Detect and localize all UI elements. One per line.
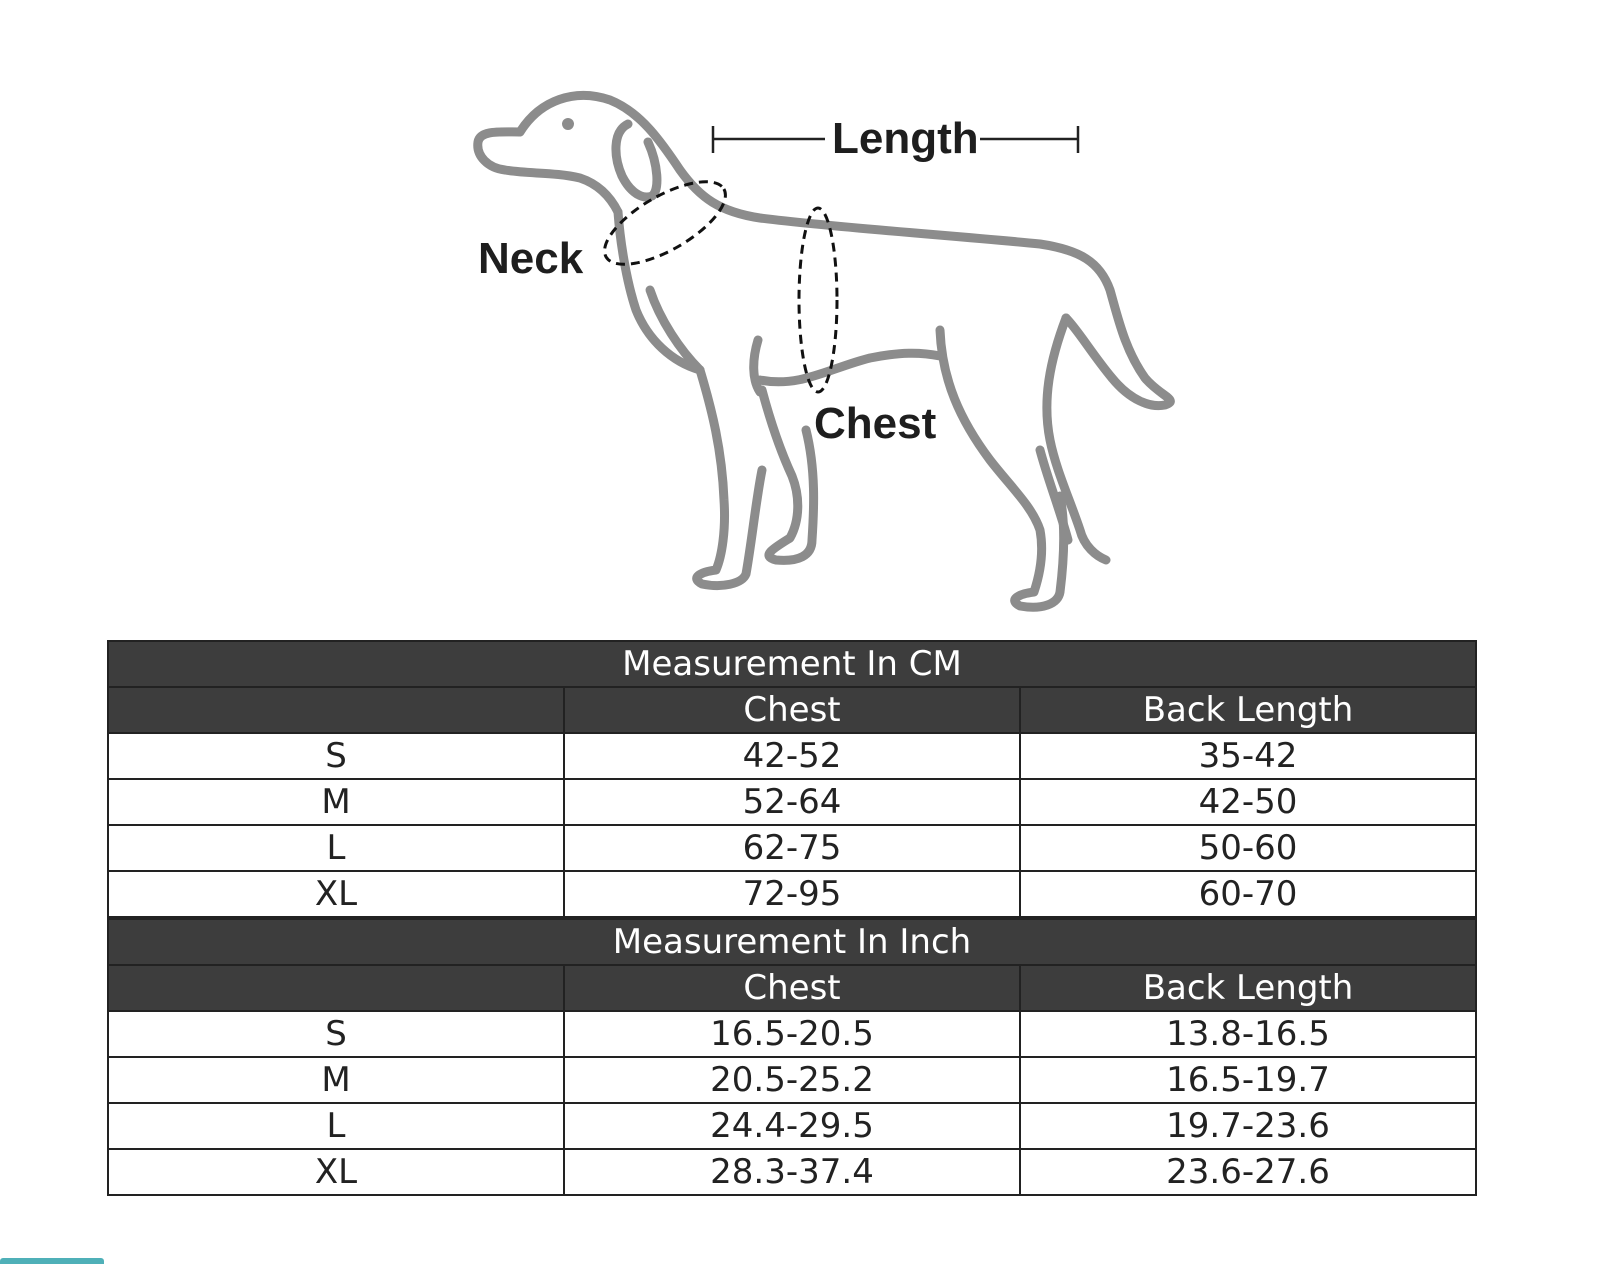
- column-header-row: [108, 965, 1476, 1011]
- dog-measurement-diagram: [0, 0, 1601, 630]
- section-title-row: [108, 641, 1476, 687]
- back-length-cell: 16.5-19.7: [1020, 1057, 1476, 1103]
- chest-measure-marker: [799, 208, 837, 392]
- chest-cell: 28.3-37.4: [564, 1149, 1020, 1195]
- section-title-cm: Measurement In CM: [108, 641, 1476, 687]
- table-row: [108, 825, 1476, 871]
- chest-cell: 52-64: [564, 779, 1020, 825]
- back-length-cell: 19.7-23.6: [1020, 1103, 1476, 1149]
- size-cell: S: [108, 1011, 564, 1057]
- size-cell: L: [108, 825, 564, 871]
- size-cell: S: [108, 733, 564, 779]
- chest-cell: 24.4-29.5: [564, 1103, 1020, 1149]
- header-size: [108, 965, 564, 1011]
- back-length-cell: 35-42: [1020, 733, 1476, 779]
- chest-cell: 62-75: [564, 825, 1020, 871]
- size-cell: XL: [108, 1149, 564, 1195]
- header-back-length: Back Length: [1020, 687, 1476, 733]
- back-length-cell: 42-50: [1020, 779, 1476, 825]
- back-length-cell: 13.8-16.5: [1020, 1011, 1476, 1057]
- table-row: [108, 871, 1476, 918]
- table-row: [108, 779, 1476, 825]
- chest-cell: 20.5-25.2: [564, 1057, 1020, 1103]
- length-label: Length: [832, 114, 979, 163]
- table-row: [108, 733, 1476, 779]
- column-header-row: [108, 687, 1476, 733]
- table-row: [108, 1149, 1476, 1195]
- size-chart-table: [107, 640, 1477, 1196]
- back-length-cell: 50-60: [1020, 825, 1476, 871]
- dog-outline-illustration: [478, 95, 1171, 607]
- size-cell: M: [108, 779, 564, 825]
- chest-label: Chest: [814, 399, 937, 448]
- header-size: [108, 687, 564, 733]
- section-title-row: [108, 918, 1476, 965]
- table-row: [108, 1057, 1476, 1103]
- header-chest: Chest: [564, 965, 1020, 1011]
- dog-eye: [562, 118, 574, 130]
- header-back-length: Back Length: [1020, 965, 1476, 1011]
- size-cell: M: [108, 1057, 564, 1103]
- size-cell: XL: [108, 871, 564, 918]
- neck-label: Neck: [478, 234, 584, 283]
- header-chest: Chest: [564, 687, 1020, 733]
- back-length-cell: 23.6-27.6: [1020, 1149, 1476, 1195]
- corner-tab-decoration: [0, 1258, 104, 1264]
- chest-cell: 16.5-20.5: [564, 1011, 1020, 1057]
- table-row: [108, 1103, 1476, 1149]
- chest-cell: 72-95: [564, 871, 1020, 918]
- neck-measure-marker: [593, 166, 738, 281]
- back-length-cell: 60-70: [1020, 871, 1476, 918]
- table-row: [108, 1011, 1476, 1057]
- size-cell: L: [108, 1103, 564, 1149]
- chest-cell: 42-52: [564, 733, 1020, 779]
- section-title-inch: Measurement In Inch: [108, 918, 1476, 965]
